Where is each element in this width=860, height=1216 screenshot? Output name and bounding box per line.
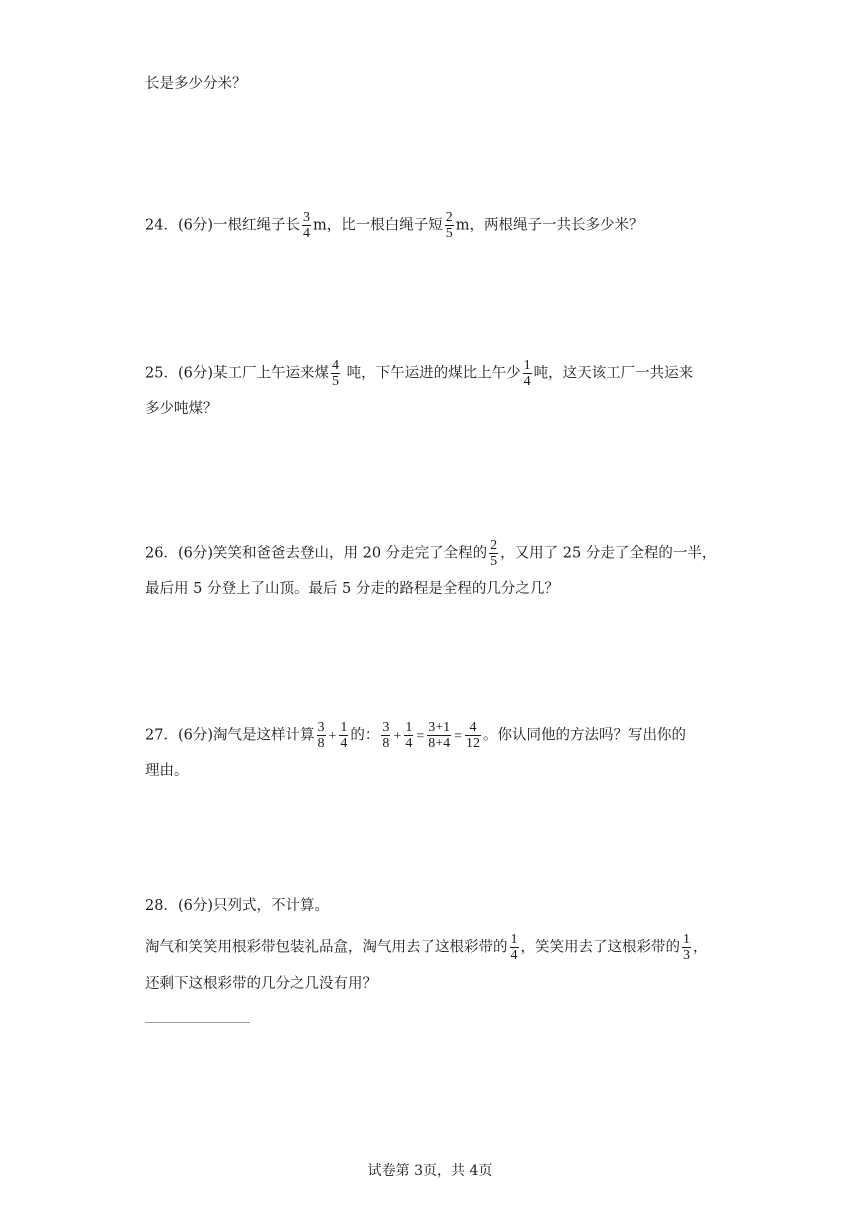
numerator: 1 xyxy=(510,932,518,947)
answer-line xyxy=(145,1022,250,1023)
question-28-line3: 还剩下这根彩带的几分之几没有用？ xyxy=(145,976,377,992)
numerator: 2 xyxy=(490,538,498,553)
plus-sign: + xyxy=(328,728,337,744)
q27-prefix: 27．(6分)淘气是这样计算 xyxy=(145,727,315,744)
question-28 xyxy=(145,932,708,963)
denominator: 5 xyxy=(332,374,339,389)
question-25-line2: 多少吨煤？ xyxy=(145,401,218,417)
denominator: 4 xyxy=(340,736,348,751)
q26-suffix: ，又用了 25 分走了全程的一半， xyxy=(500,545,717,562)
question-27 xyxy=(145,720,686,751)
fraction xyxy=(465,720,481,751)
equals-sign: = xyxy=(416,728,425,744)
numerator: 3 xyxy=(382,720,390,735)
denominator: 12 xyxy=(466,736,481,751)
fraction xyxy=(445,210,454,241)
numerator: 4 xyxy=(469,720,477,735)
numerator: 3+1 xyxy=(428,720,451,735)
fraction xyxy=(381,720,390,751)
denominator: 5 xyxy=(445,226,453,241)
fraction xyxy=(317,720,326,751)
denominator: 4 xyxy=(405,736,413,751)
fraction xyxy=(523,358,532,389)
q26-prefix: 26．(6分)笑笑和爸爸去登山，用 20 分走完了全程的 xyxy=(145,545,488,562)
q24-mid: m，比一根白绳子短 xyxy=(313,217,443,234)
numerator: 1 xyxy=(683,932,690,947)
q27-suffix: 。你认同他的方法吗？写出你的 xyxy=(483,727,687,744)
q28-suffix: ， xyxy=(693,939,708,956)
fraction xyxy=(339,720,348,751)
numerator: 3 xyxy=(317,720,325,735)
plus-sign: + xyxy=(393,728,402,744)
denominator: 8 xyxy=(317,736,325,751)
denominator: 5 xyxy=(490,554,498,569)
q25-mid: 吨，下午运进的煤比上午少 xyxy=(342,365,521,382)
numerator: 1 xyxy=(405,720,413,735)
numerator: 1 xyxy=(340,720,348,735)
fraction xyxy=(427,720,451,751)
q24-prefix: 24．(6分)一根红绳子长 xyxy=(145,217,300,234)
denominator: 4 xyxy=(523,374,531,389)
q25-prefix: 25．(6分)某工厂上午运来煤 xyxy=(145,365,329,382)
question-28-title: 28．(6分)只列式，不计算。 xyxy=(145,898,329,914)
continued-question-text: 长是多少分米？ xyxy=(145,76,247,92)
fraction xyxy=(331,358,340,389)
q28-mid: ，笑笑用去了这根彩带的 xyxy=(520,939,680,956)
numerator: 3 xyxy=(303,210,310,225)
question-27-line2: 理由。 xyxy=(145,763,189,779)
fraction xyxy=(489,538,498,569)
question-24 xyxy=(145,210,644,241)
question-26-line2: 最后用 5 分登上了山顶。最后 5 分走的路程是全程的几分之几？ xyxy=(145,581,559,597)
q24-suffix: m，两根绳子一共长多少米？ xyxy=(455,217,644,234)
question-25 xyxy=(145,358,693,389)
denominator: 8 xyxy=(382,736,390,751)
numerator: 1 xyxy=(523,358,531,373)
denominator: 3 xyxy=(683,948,690,963)
numerator: 4 xyxy=(332,358,339,373)
fraction xyxy=(510,932,519,963)
denominator: 8+4 xyxy=(428,736,451,751)
q27-mid: 的： xyxy=(350,727,380,744)
q28-prefix: 淘气和笑笑用根彩带包装礼品盒，淘气用去了这根彩带的 xyxy=(145,939,508,956)
equals-sign: = xyxy=(454,728,463,744)
page-footer: 试卷第 3页，共 4页 xyxy=(367,1163,493,1179)
fraction xyxy=(302,210,311,241)
q25-suffix: 吨，这天该工厂一共运来 xyxy=(533,365,694,382)
question-26 xyxy=(145,538,716,569)
fraction xyxy=(682,932,691,963)
fraction xyxy=(404,720,413,751)
numerator: 2 xyxy=(445,210,453,225)
denominator: 4 xyxy=(303,226,310,241)
denominator: 4 xyxy=(510,948,518,963)
